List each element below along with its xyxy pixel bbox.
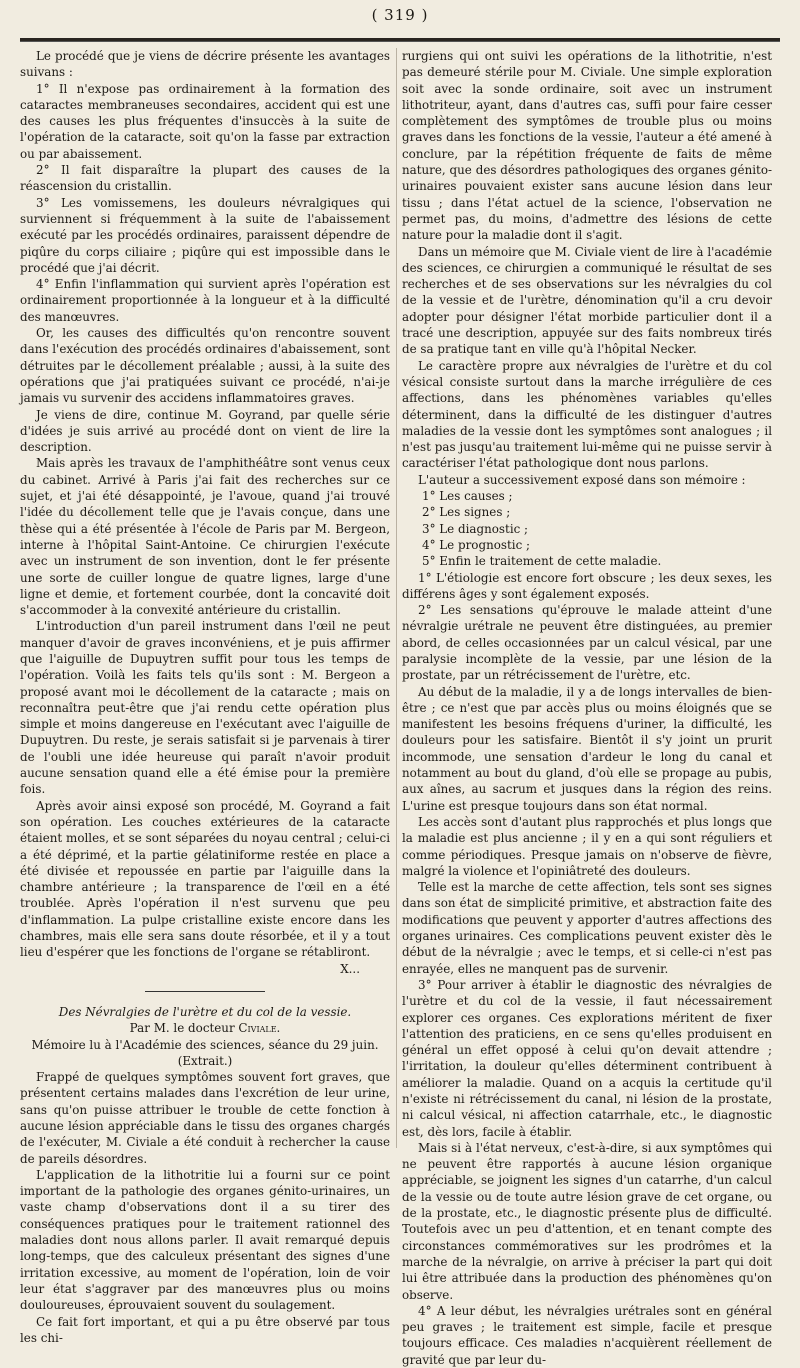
paragraph: rurgiens qui ont suivi les opérations de la lithotritie, n'est pas demeuré stérile pour M. Civiale. Une simple exploration soit avec la sonde ordinaire, soit avec un instrument lithotriteur, ayant, dans d'autres cas, suffi pour faire cesser complètement des symptômes de trouble plus ou moins graves dans les fonctions de la vessie, l'auteur a été amené à conclure, par la répétition fréquente de faits de même nature, que des désordres pathologiques des organes génito-urinaires pouvaient exister sans aucune lésion dans leur tissu ; dans l'état actuel de la science, l'observation ne permet pas, du moins, d'admettre des lésions de cette nature pour la maladie dont il s'agit. (402, 49, 772, 243)
article-author (20, 1020, 390, 1036)
paragraph: Le procédé que je viens de décrire présente les avantages suivans : (20, 49, 390, 80)
header-rule (20, 38, 780, 42)
right-column (402, 48, 772, 1367)
paragraph: Telle est la marche de cette affection, tels sont ses signes dans son état de simplicité primitive, et abstraction faite des modifications que peuvent y apporter d'autres affections des organes urinaires. Ces complications peuvent exister dès le début de la névralgie ; avec le temps, et si celle-ci n'est pas enrayée, elles ne manquent pas de survenir. (402, 880, 772, 976)
paragraph: 2° Les sensations qu'éprouve le malade atteint d'une névralgie urétrale ne peuvent être distinguées, au premier abord, de celles occasionnées par un calcul vésical, par une paralysie incomplète de la vessie, par une lésion de la prostate, par un rétrécissement de l'urètre, etc. (402, 603, 772, 683)
list-item: 1° Les causes ; (422, 489, 513, 504)
paragraph: 3° Les vomissemens, les douleurs névralgiques qui surviennent si fréquemment à la suite de l'abaissement exécuté par les procédés ordinaires, paraissent dépendre de piqûre du corps ciliaire ; piqûre qui est impossible dans le procédé que j'ai décrit. (20, 195, 390, 275)
signature: X... (340, 961, 360, 976)
paragraph: L'application de la lithotritie lui a fourni sur ce point important de la pathologie des organes génito-urinaires, un vaste champ d'observations dont il a su tirer des conséquences pratiques pour le traitement rationnel des maladies dont nous allons parler. Il avait remarqué depuis long-temps, que des calculeux présentant des signes d'une irritation excessive, au moment de l'opération, loin de voir leur état s'aggraver par des manœuvres plus ou moins douloureuses, éprouvaient souvent du soulagement. (20, 1167, 390, 1313)
article-title: Des Névralgies de l'urètre et du col de la vessie. (58, 1004, 352, 1019)
paragraph: Or, les causes des difficultés qu'on rencontre souvent dans l'exécution des procédés ordinaires d'abaissement, sont détruites par le décollement préalable ; aussi, à la suite des opérations que j'ai pratiquées suivant ce procédé, n'ai-je jamais vu survenir des accidens inflammatoires graves. (20, 326, 390, 406)
left-column (20, 48, 390, 1345)
page-number: ( 319 ) (371, 6, 429, 24)
paragraph: 4° Enfin l'inflammation qui survient après l'opération est ordinairement proportionnée à la longueur et à la difficulté des manœuvres. (20, 277, 390, 324)
list-item: 3° Le diagnostic ; (422, 521, 529, 536)
paragraph: L'auteur a successivement exposé dans son mémoire : (418, 472, 746, 487)
paragraph: 1° L'étiologie est encore fort obscure ; les deux sexes, les différens âges y sont également exposés. (402, 570, 772, 601)
paragraph: Après avoir ainsi exposé son procédé, M. Goyrand a fait son opération. Les couches extérieures de la cataracte étaient molles, et se sont séparées du noyau central ; celui-ci a été déprimé, et la partie gélatiniforme restée en place a été divisée et repoussée en partie par l'aiguille dans la chambre antérieure ; la transparence de l'œil en a été troublée. Après l'opération il n'est survenu que peu d'inflammation. La pulpe cristalline existe encore dans les chambres, mais elle sera sans doute résorbée, et il y a tout lieu d'espérer que les fonctions de l'organe se rétabliront. (20, 798, 390, 960)
paragraph: Frappé de quelques symptômes souvent fort graves, que présentent certains malades dans l'excrétion de leur urine, sans qu'on puisse attribuer le trouble de cette fonction à aucune lésion appréciable dans le tissu des organes chargés de l'exécuter, M. Civiale a été conduit à rechercher la cause de pareils désordres. (20, 1070, 390, 1166)
paragraph: Je viens de dire, continue M. Goyrand, par quelle série d'idées je suis arrivé au procédé dont on vient de lire la description. (20, 407, 390, 455)
section-separator (145, 991, 265, 992)
list-item: 4° Le prognostic ; (422, 537, 531, 552)
paragraph: Au début de la maladie, il y a de longs intervalles de bien-être ; ce n'est que par accès plus ou moins éloignés que se manifestent les besoins fréquens d'uriner, la difficulté, les douleurs pour les satisfaire. Bientôt il s'y joint un prurit incommode, une sensation d'ardeur le long du canal et notamment au bout du gland, d'où elle se propage au pubis, aux aînes, au sacrum et jusques dans la région des reins. L'urine est presque toujours dans son état normal. (402, 684, 772, 813)
paragraph: Dans un mémoire que M. Civiale vient de lire à l'académie des sciences, ce chirurgien a communiqué le résultat de ses recherches et de ses observations sur les névralgies du col de la vessie et de l'urètre, dénomination qu'il a cru devoir adopter pour désigner l'état morbide particulier dont il a tracé une description, appuyée sur des faits nombreux tirés de sa pratique tant en ville qu'à l'hôpital Necker. (402, 244, 772, 357)
paragraph: Mais après les travaux de l'amphithéâtre sont venus ceux du cabinet. Arrivé à Paris j'ai fait des recherches sur ce sujet, et j'ai été désappointé, je l'avoue, quand j'ai trouvé l'idée du décollement telle que je l'avais conçue, dans une thèse qui a été présentée à l'école de Paris par M. Bergeon, interne à l'hôpital Saint-Antoine. Ce chirurgien l'exécute avec un instrument de son invention, dont le fer présente une sorte de cuiller longue de quatre lignes, large d'une ligne et demie, et fortement courbée, dont la concavité doit s'accommoder à la convexité antérieure du cristallin. (20, 456, 390, 618)
paragraph: 2° Il fait disparaître la plupart des causes de la réascension du cristallin. (20, 163, 390, 194)
paragraph: Mais si à l'état nerveux, c'est-à-dire, si aux symptômes qui ne peuvent être rapportés à aucune lésion organique appréciable, se joignent les signes d'un catarrhe, d'un calcul de la vessie ou de toute autre lésion grave de cet organe, ou de la prostate, etc., le diagnostic présente plus de difficulté. Toutefois avec un peu d'attention, et en tenant compte des circonstances commémoratives sur les prodrômes et la marche de la névralgie, on arrive à préciser la part qui doit lui être attribuée dans la production des phénomènes qu'on observe. (402, 1140, 772, 1302)
author-name: Civiale. (238, 1021, 281, 1036)
article-extrait-label: (Extrait.) (177, 1053, 233, 1068)
list-item: 5° Enfin le traitement de cette maladie. (422, 554, 662, 569)
list-item: 2° Les signes ; (422, 505, 511, 520)
author-prefix: Par M. le docteur (129, 1021, 235, 1036)
paragraph: Les accès sont d'autant plus rapprochés et plus longs que la maladie est plus ancienne ; il y en a qui sont réguliers et comme périodiques. Presque jamais on n'observe de fièvre, malgré la violence et l'opiniâtreté des douleurs. (402, 814, 772, 878)
paragraph: 1° Il n'expose pas ordinairement à la formation des cataractes membraneuses secondaires, accident qui est une des causes les plus fréquentes d'insuccès à la suite de l'opération de la cataracte, soit qu'on la fasse par extraction ou par abaissement. (20, 81, 390, 161)
paragraph: Ce fait fort important, et qui a pu être observé par tous les chi- (20, 1314, 390, 1345)
paragraph: 4° A leur début, les névralgies urétrales sont en général peu graves ; le traitement est simple, facile et presque toujours efficace. Ces maladies n'acquièrent réellement de gravité que par leur du- (402, 1303, 772, 1367)
article-memoir-line: Mémoire lu à l'Académie des sciences, séance du 29 juin. (31, 1037, 379, 1052)
paragraph: 3° Pour arriver à établir le diagnostic des névralgies de l'urètre et du col de la vessie, il faut nécessairement explorer ces organes. Ces explorations méritent de fixer l'attention des praticiens, en ce sens qu'elles produisent en général un effet opposé à celui qu'on devait attendre ; l'irritation, la douleur qu'elles déterminent contribuent à améliorer la maladie. Quand on a acquis la certitude qu'il n'existe ni rétrécissement du canal, ni lésion de la prostate, ni calcul vésical, ni affection catarrhale, etc., le diagnostic est, dès lors, facile à établir. (402, 977, 772, 1139)
paragraph: L'introduction d'un pareil instrument dans l'œil ne peut manquer d'avoir de graves inconvéniens, et je puis affirmer que l'aiguille de Dupuytren suffit pour tous les temps de l'opération. Voilà les faits tels qu'ils sont : M. Bergeon a proposé avant moi le décollement de la cataracte ; mais on reconnaîtra peut-être que j'ai rendu cette opération plus simple et moins dangereuse en l'exécutant avec l'aiguille de Dupuytren. Du reste, je serais satisfait si je parvenais à tirer de l'oubli une idée heureuse qui paraît n'avoir produit aucune sensation quand elle a été émise pour la première fois. (20, 619, 390, 797)
column-divider (396, 48, 397, 1148)
paragraph: Le caractère propre aux névralgies de l'urètre et du col vésical consiste surtout dans la marche irrégulière de ces affections, dans les phénomènes variables qu'elles déterminent, dans la difficulté de les distinguer d'autres maladies de la vessie dont les symptômes sont analogues ; il n'est pas jusqu'au traitement lui-même qui ne puisse servir à caractériser l'état pathologique dont nous parlons. (402, 358, 772, 471)
